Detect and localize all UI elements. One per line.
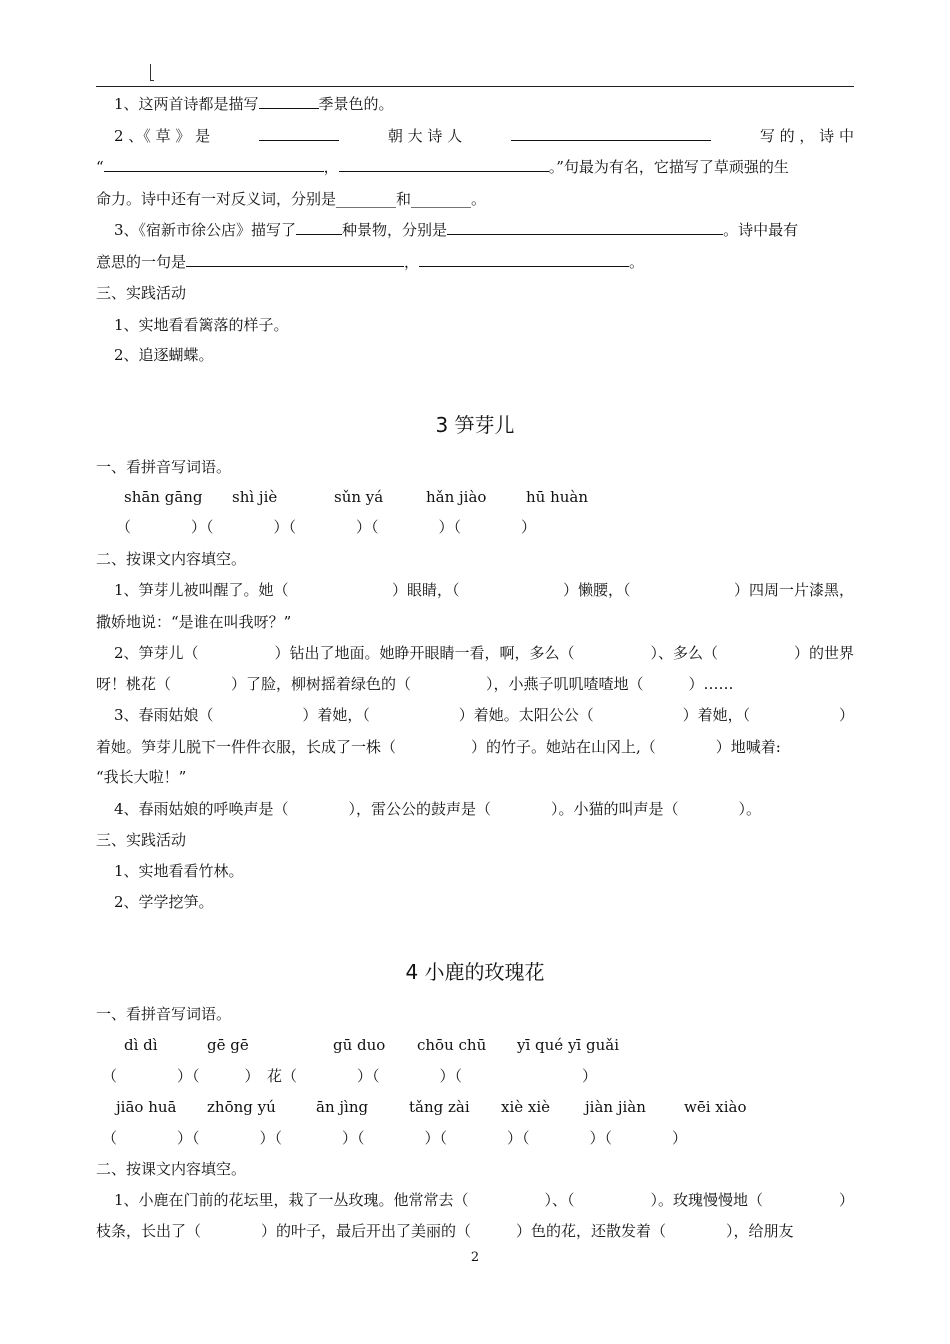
pinyin: sǔn yá xyxy=(334,488,384,506)
lesson-title: 3 笋芽儿 xyxy=(435,413,515,437)
question-line: 撒娇地说：“是谁在叫我呀？” xyxy=(96,613,292,631)
pinyin: ān jìng xyxy=(316,1098,369,1116)
pinyin: shì jiè xyxy=(232,488,278,506)
activity-item: 1、实地看看竹林。 xyxy=(114,862,244,880)
pinyin: jiāo huā xyxy=(116,1098,177,1116)
pinyin: gē gē xyxy=(207,1036,249,1054)
pinyin: hǎn jiào xyxy=(426,488,487,506)
pinyin: jiàn jiàn xyxy=(585,1098,646,1116)
question-line: 着她。笋芽儿脱下一件件衣服，长成了一株（ ）的竹子。她站在山冈上,（ ）地喊着: xyxy=(96,738,781,756)
answer-brackets: （ ）（ ）（ ）（ ）（ ）（ ）（ ） xyxy=(102,1129,688,1147)
pinyin: shān gāng xyxy=(124,488,203,506)
question-line: 命力。诗中还有一对反义词，分别是________和________。 xyxy=(96,190,487,208)
section-heading: 三、实践活动 xyxy=(96,284,187,302)
question-line: 2、笋芽儿（ ）钻出了地面。她睁开眼睛一看，啊，多么（ ）、多么（ ）的世界 xyxy=(114,644,854,662)
question-line: 4、春雨姑娘的呼唤声是（ ），雷公公的鼓声是（ ）。小猫的叫声是（ ）。 xyxy=(114,800,762,818)
question-line: 枝条，长出了（ ）的叶子，最后开出了美丽的（ ）色的花，还散发着（ ），给朋友 xyxy=(96,1222,794,1240)
header-mark xyxy=(150,64,154,81)
question-line: 1、笋芽儿被叫醒了。她（ ）眼睛，（ ）懒腰，（ ）四周一片漆黑， xyxy=(114,581,854,599)
section-heading: 二、按课文内容填空。 xyxy=(96,1160,247,1178)
section-heading: 一、看拼音写词语。 xyxy=(96,1005,232,1023)
section-heading: 一、看拼音写词语。 xyxy=(96,458,232,476)
question-line: “ ， 。”句最为有名，它描写了草顽强的生 xyxy=(96,158,789,176)
section-heading: 二、按课文内容填空。 xyxy=(96,550,247,568)
pinyin: yī qué yī guǎi xyxy=(517,1036,619,1054)
pinyin: xiè xiè xyxy=(501,1098,551,1116)
answer-brackets: （ ）（ ） 花（ ）（ ）（ ） xyxy=(102,1067,598,1085)
question-line: 2 、《 草 》 是 朝 大 诗 人 写 的 ， 诗 中 xyxy=(114,127,854,145)
pinyin: zhōng yú xyxy=(207,1098,276,1116)
question-line: 3、《宿新市徐公店》描写了 种景物，分别是 。诗中最有 xyxy=(114,221,799,239)
question-line: 1、小鹿在门前的花坛里，栽了一丛玫瑰。他常常去（ ）、（ ）。玫瑰慢慢地（ ） xyxy=(114,1191,854,1209)
question-line: 呀！桃花（ ）了脸，柳树摇着绿色的（ ），小燕子叽叽喳喳地（ ）…… xyxy=(96,675,734,693)
pinyin: hū huàn xyxy=(526,488,589,506)
activity-item: 2、追逐蝴蝶。 xyxy=(114,346,214,364)
question-line: 3、春雨姑娘（ ）着她，（ ）着她。太阳公公（ ）着她，（ ） xyxy=(114,706,854,724)
pinyin: gū duo xyxy=(333,1036,386,1054)
pinyin: chōu chū xyxy=(417,1036,487,1054)
question-line: 1、这两首诗都是描写 季景色的。 xyxy=(114,95,394,113)
activity-item: 2、学学挖笋。 xyxy=(114,893,214,911)
question-line: 意思的一句是 ， 。 xyxy=(96,253,645,271)
section-heading: 三、实践活动 xyxy=(96,831,187,849)
page-number: 2 xyxy=(470,1250,480,1265)
pinyin: dì dì xyxy=(124,1036,158,1054)
lesson-title: 4 小鹿的玫瑰花 xyxy=(405,960,545,984)
pinyin: wēi xiào xyxy=(684,1098,747,1116)
header-rule xyxy=(96,86,854,87)
activity-item: 1、实地看看篱落的样子。 xyxy=(114,316,289,334)
answer-brackets: （ ）（ ）（ ）（ ）（ ） xyxy=(116,518,537,536)
pinyin: tǎng zài xyxy=(409,1098,470,1116)
question-line: “我长大啦！” xyxy=(96,768,187,786)
